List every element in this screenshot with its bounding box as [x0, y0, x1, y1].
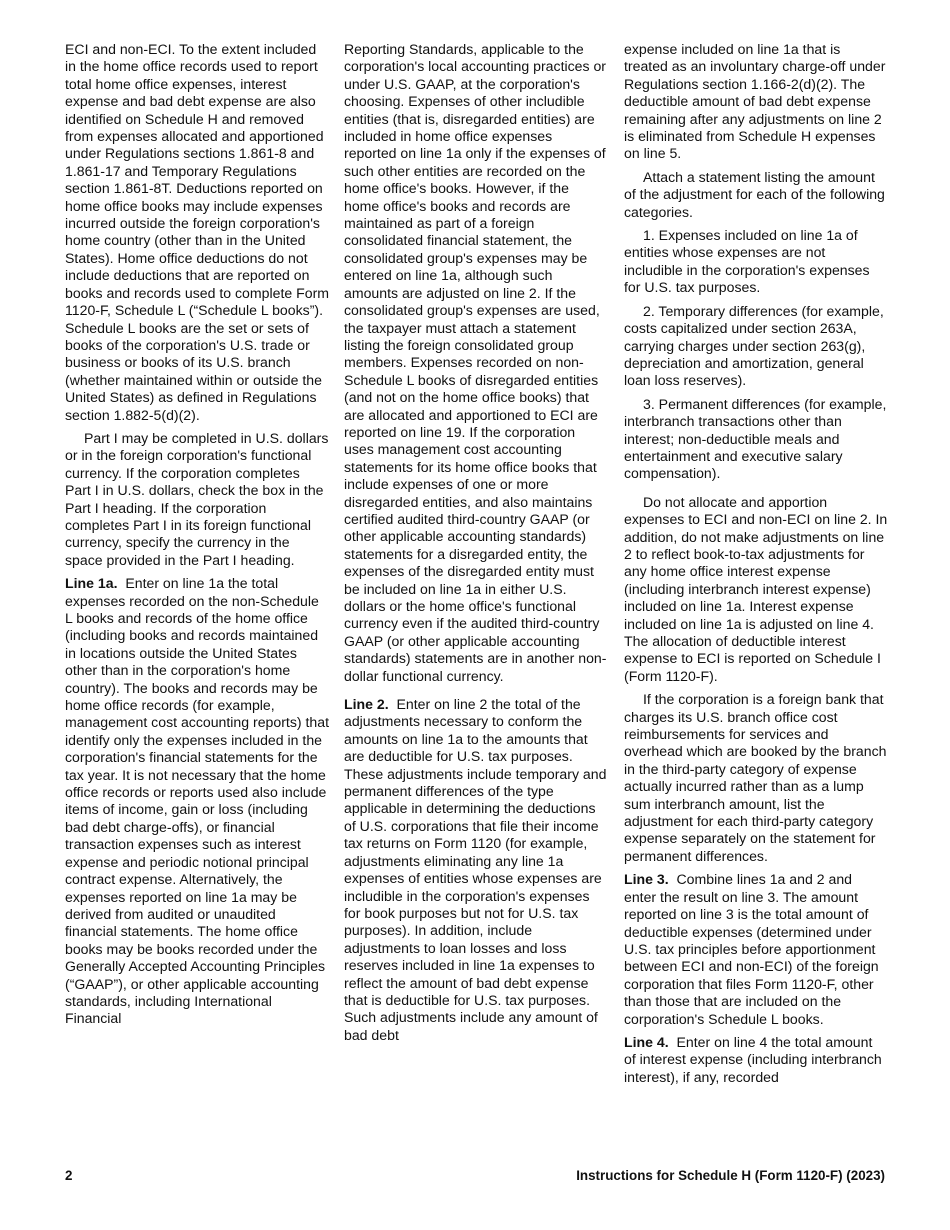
- paragraph-line-4: [624, 1034, 888, 1086]
- list-item: 3. Permanent differences (for example, interbranch transactions other than interest; non-deductible meals and entertainment and executive salary compensation).: [624, 395, 887, 482]
- paragraph: Do not allocate and apportion expenses to ECI and non-ECI on line 2. In addition, do not make adjustments on line 2 to reflect book-to-tax adjustments for any home office interest expense (including interbranch interest expense) included on line 1a. Interest expense included on line 1a is adjusted on line 4. The allocation of deductible interest expense to ECI is reported on Schedule I (Form 1120-F).: [624, 493, 888, 684]
- paragraph: expense included on line 1a that is treated as an involuntary charge-off under Regulations section 1.166-2(d)(2). The deductible amount of bad debt expense remaining after any adjustments on line 2 is eliminated from Schedule H expenses on line 5.: [624, 41, 886, 162]
- paragraph-line-2: [344, 696, 608, 1044]
- section-heading-line-1a: Line 1a.: [65, 575, 118, 592]
- paragraph: Part I may be completed in U.S. dollars or in the foreign corporation's functional currency. If the corporation completes Part I in U.S. dollars, check the box in the Part I heading. If the corporation completes Part I in its foreign functional currency, specify the currency in the space provided in the Part I heading.: [65, 429, 329, 568]
- paragraph-line-1a: [65, 575, 329, 1028]
- section-heading-line-3: Line 3.: [624, 871, 669, 888]
- footer-title: Instructions for Schedule H (Form 1120-F) (2023): [576, 1168, 885, 1183]
- paragraph: Attach a statement listing the amount of the adjustment for each of the following categories.: [624, 168, 885, 220]
- paragraph-body: Enter on line 2 the total of the adjustments necessary to conform the amounts on line 1a to the amounts that are deductible for U.S. tax purposes. These adjustments include temporary and permanent differences of the type applicable in determining the deductions of U.S. corporations that file their income tax returns on Form 1120 (for example, adjustments eliminating any line 1a expenses of entities whose expenses are includible in the corporation's expenses for book purposes but not for U.S. tax purposes). In addition, include adjustments to loan losses and loss reserves included in line 1a expenses to reflect the amount of bad debt expense that is deductible for U.S. tax purposes. Such adjustments include any amount of bad debt: [344, 696, 607, 1043]
- paragraph: If the corporation is a foreign bank that charges its U.S. branch office cost reimbursements for services and overhead which are booked by the branch in the third-party category of expense actually incurred rather than as a lump sum interbranch amount, list the adjustment for each third-party category expense separately on the statement for permanent differences.: [624, 691, 887, 864]
- page-number: 2: [65, 1168, 73, 1183]
- paragraph-body: Enter on line 4 the total amount of interest expense (including interbranch interest), if any, recorded: [624, 1033, 882, 1085]
- list-item: 2. Temporary differences (for example, costs capitalized under section 263A, carrying charges under section 263(g), depreciation and amortization, general loan loss reserves).: [624, 302, 884, 389]
- text-column-2: [344, 41, 608, 1044]
- paragraph: Reporting Standards, applicable to the corporation's local accounting practices or under U.S. GAAP, at the corporation's choosing. Expenses of other includible entities (that is, disregarded entities) are included in home office expenses reported on line 1a only if the expenses of such other entities are recorded on the home office's books. However, if the home office's books and records are maintained as part of a foreign consolidated financial statement, the consolidated group's expenses may be entered on line 1a, although such amounts are adjusted on line 2. If the consolidated group's expenses are used, the taxpayer must attach a statement listing the foreign consolidated group members. Expenses recorded on non-Schedule L books of disregarded entities (and not on the home office books) that are allocated and apportioned to ECI are reported on line 19. If the corporation uses management cost accounting statements for its home office books that include expenses of one or more disregarded entities, and also maintains certified audited third-country GAAP (or other applicable accounting standards) statements for a disregarded entity, the expenses of the disregarded entity must be included on line 1a in either U.S. dollars or the home office's functional currency even if the audited third-country GAAP (or other applicable accounting standards) statements are in another non-dollar functional currency.: [344, 41, 607, 684]
- paragraph-line-3: [624, 871, 888, 1028]
- section-heading-line-4: Line 4.: [624, 1033, 669, 1050]
- paragraph-body: Enter on line 1a the total expenses recorded on the non-Schedule L books and records of the home office (including books and records maintained in locations outside the United States other than in the corporation's home country). The books and records may be home office records (for example, management cost accounting reports) that identify only the expenses included in the corporation's financial statements for the tax year. It is not necessary that the home office records or reports used also include items of income, gain or loss (including bad debt charge-offs), or financial transaction expenses such as interest expense and periodic notional principal contract expense. Alternatively, the expenses reported on line 1a may be derived from audited or unaudited financial statements. The home office books may be books recorded under the Generally Accepted Accounting Principles (“GAAP”), or other applicable accounting standards, including International Financial: [65, 575, 330, 1027]
- text-column-1: [65, 41, 329, 1028]
- text-column-3: [624, 41, 888, 1086]
- paragraph: ECI and non-ECI. To the extent included in the home office records used to report total home office expenses, interest expense and bad debt expense are also identified on Schedule H and removed from expenses allocated and apportioned under Regulations sections 1.861-8 and 1.861-17 and Temporary Regulations section 1.861-8T. Deductions reported on home office books may include expenses incurred outside the foreign corporation's home country (other than in the United States). Home office deductions do not include deductions that are reported on books and records used to complete Form 1120-F, Schedule L (“Schedule L books”). Schedule L books are the set or sets of books of the corporation's U.S. trade or business or books of its U.S. branch (whether maintained within or outside the United States) as defined in Regulations section 1.882-5(d)(2).: [65, 41, 329, 423]
- section-heading-line-2: Line 2.: [344, 696, 389, 713]
- paragraph-body: Combine lines 1a and 2 and enter the result on line 3. The amount reported on line 3 is the total amount of deductible expenses (determined under U.S. tax principles before apportionment between ECI and non-ECI) of the foreign corporation that files Form 1120-F, other than those that are included on the corporation's Schedule L books.: [624, 871, 879, 1027]
- list-item: 1. Expenses included on line 1a of entities whose expenses are not includible in the corporation's expenses for U.S. tax purposes.: [624, 227, 870, 296]
